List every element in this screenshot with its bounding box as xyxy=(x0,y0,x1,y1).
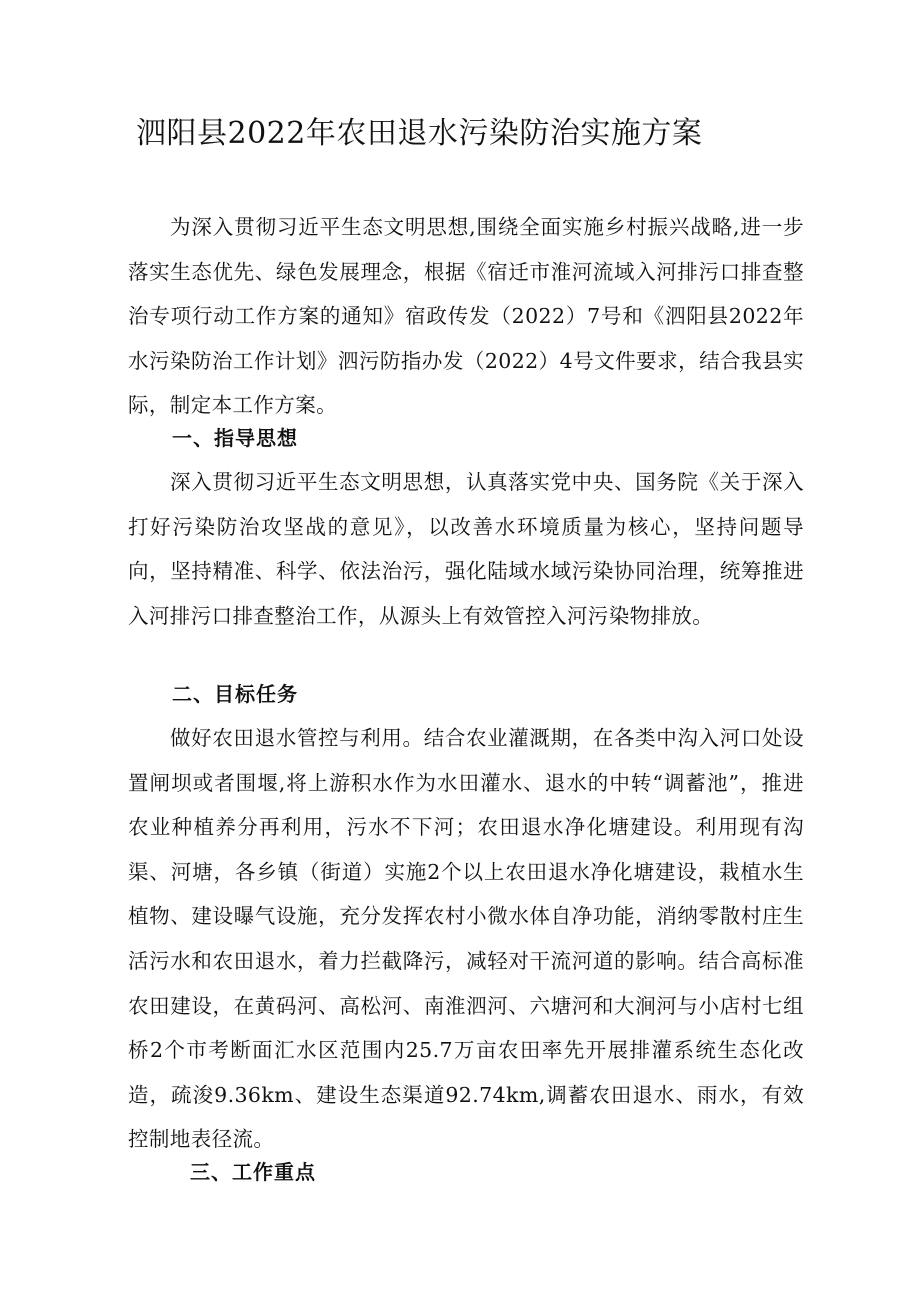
document-title: 泗阳县2022年农田退水污染防治实施方案 xyxy=(136,116,703,151)
section-heading-goals-tasks: 二、目标任务 xyxy=(172,682,298,706)
intro-paragraph: 为深入贯彻习近平生态文明思想,围绕全面实施乡村振兴战略,进一步落实生态优先、绿色发展理念，根据《宿迁市淮河流域入河排污口排查整治专项行动工作方案的通知》宿政传发（2022）7号和《泗阳县2022年水污染防治工作计划》泗污防指办发（2022）4号文件要求，结合我县实际，制定本工作方案。 xyxy=(128,215,804,418)
section-text-goals-tasks: 做好农田退水管控与利用。结合农业灌溉期，在各类中沟入河口处设置闸坝或者围堰,将上游积水作为水田灌水、退水的中转“调蓄池”，推进农业种植养分再利用，污水不下河；农田退水净化塘建设。利用现有沟渠、河塘，各乡镇（街道）实施2个以上农田退水净化塘建设，栽植水生植物、建设曝气设施，充分发挥农村小微水体自净功能，消纳零散村庄生活污水和农田退水，着力拦截降污，减轻对干流河道的影响。结合高标准农田建设，在黄码河、高松河、南淮泗河、六塘河和大涧河与小店村七组桥2个市考断面汇水区范围内25.7万亩农田率先开展排灌系统生态化改造，疏浚9.36km、建设生态渠道92.74km,调蓄农田退水、雨水，有效控制地表径流。 xyxy=(128,726,804,1152)
section-text-guiding-ideology: 深入贯彻习近平生态文明思想，认真落实党中央、国务院《关于深入打好污染防治攻坚战的意见》，以改善水环境质量为核心，坚持问题导向，坚持精准、科学、依法治污，强化陆域水域污染协同治理，统筹推进入河排污口排查整治工作，从源头上有效管控入河污染物排放。 xyxy=(128,470,804,628)
section-heading-work-focus: 三、工作重点 xyxy=(190,1160,316,1184)
section-heading-guiding-ideology: 一、指导思想 xyxy=(172,426,298,450)
